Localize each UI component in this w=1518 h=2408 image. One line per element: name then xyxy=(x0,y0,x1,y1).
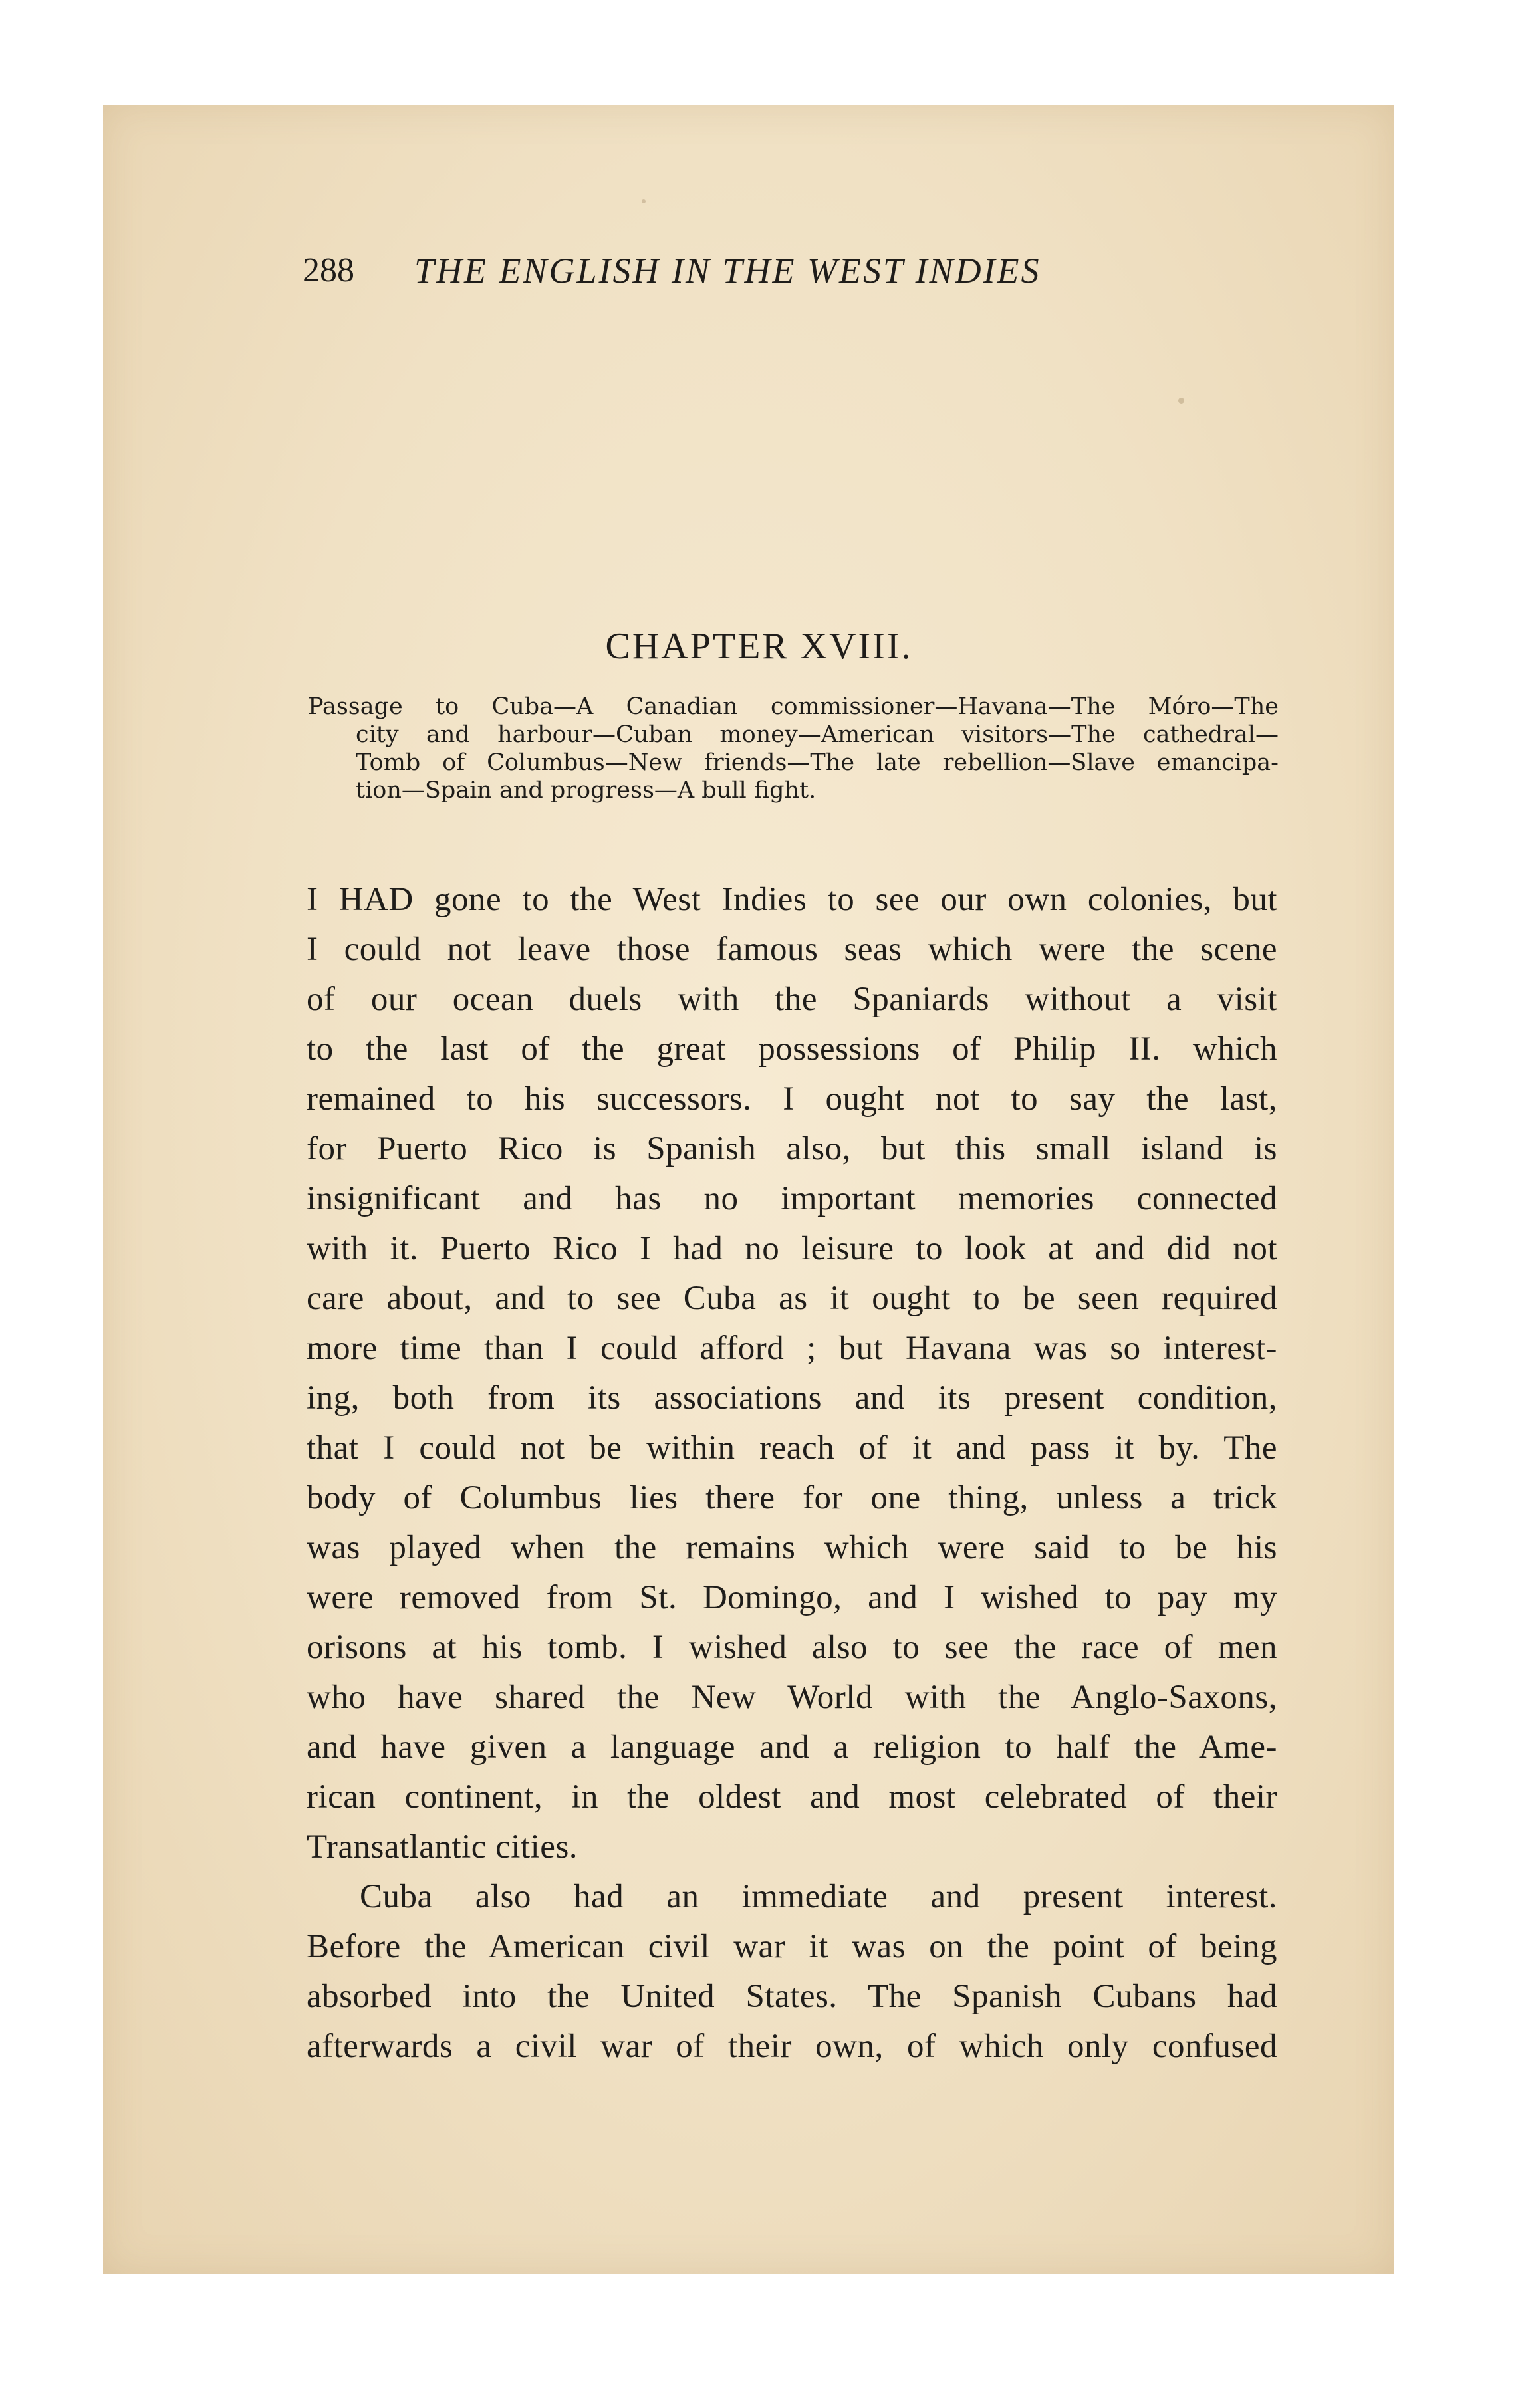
synopsis-line: Tomb of Columbus—New friends—The late rebellion—Slave emancipa- xyxy=(356,749,1279,776)
text-line: Transatlantic cities. xyxy=(307,1828,578,1866)
body-text xyxy=(307,875,1277,2072)
running-head: THE ENGLISH IN THE WEST INDIES xyxy=(414,251,1041,291)
page-number: 288 xyxy=(303,251,354,289)
text-line: I could not leave those famous seas which were the scene xyxy=(307,931,1277,968)
text-line: and have given a language and a religion to half the Ame- xyxy=(307,1729,1277,1766)
text-line: with it. Puerto Rico I had no leisure to look at and did not xyxy=(307,1230,1277,1267)
text-line: ing, both from its associations and its present condition, xyxy=(307,1380,1277,1417)
ink-speck xyxy=(1178,398,1184,404)
text-line: Cuba also had an immediate and present interest. xyxy=(360,1878,1277,1915)
chapter-synopsis xyxy=(308,693,1279,804)
synopsis-line: tion—Spain and progress—A bull fight. xyxy=(356,777,817,804)
text-line: care about, and to see Cuba as it ought to be seen required xyxy=(307,1280,1277,1317)
text-line: were removed from St. Domingo, and I wished to pay my xyxy=(307,1579,1277,1616)
text-line: to the last of the great possessions of Philip II. which xyxy=(307,1030,1277,1068)
page-header xyxy=(303,247,1187,294)
text-line: of our ocean duels with the Spaniards without a visit xyxy=(307,981,1277,1018)
text-line: I HAD gone to the West Indies to see our own colonies, but xyxy=(307,881,1277,918)
text-line: remained to his successors. I ought not to say the last, xyxy=(307,1080,1277,1118)
text-line: Before the American civil war it was on the point of being xyxy=(307,1928,1277,1965)
text-line: for Puerto Rico is Spanish also, but this small island is xyxy=(307,1130,1277,1167)
text-line: more time than I could afford ; but Havana was so interest- xyxy=(307,1330,1277,1367)
text-line: that I could not be within reach of it and pass it by. The xyxy=(307,1429,1277,1467)
text-line: insignificant and has no important memories connected xyxy=(307,1180,1277,1217)
text-line: afterwards a civil war of their own, of which only confused xyxy=(307,2028,1277,2065)
text-line: who have shared the New World with the Anglo-Saxons, xyxy=(307,1679,1277,1716)
ink-speck xyxy=(642,199,646,203)
synopsis-line: city and harbour—Cuban money—American visitors—The cathedral— xyxy=(356,721,1279,748)
text-line: rican continent, in the oldest and most celebrated of their xyxy=(307,1778,1277,1816)
text-line: absorbed into the United States. The Spanish Cubans had xyxy=(307,1978,1277,2015)
synopsis-line: Passage to Cuba—A Canadian commissioner—Havana—The Móro—The xyxy=(308,693,1279,720)
text-line: body of Columbus lies there for one thing, unless a trick xyxy=(307,1479,1277,1516)
text-line: was played when the remains which were said to be his xyxy=(307,1529,1277,1566)
text-line: orisons at his tomb. I wished also to see the race of men xyxy=(307,1629,1277,1666)
chapter-title: CHAPTER XVIII. xyxy=(605,626,913,667)
